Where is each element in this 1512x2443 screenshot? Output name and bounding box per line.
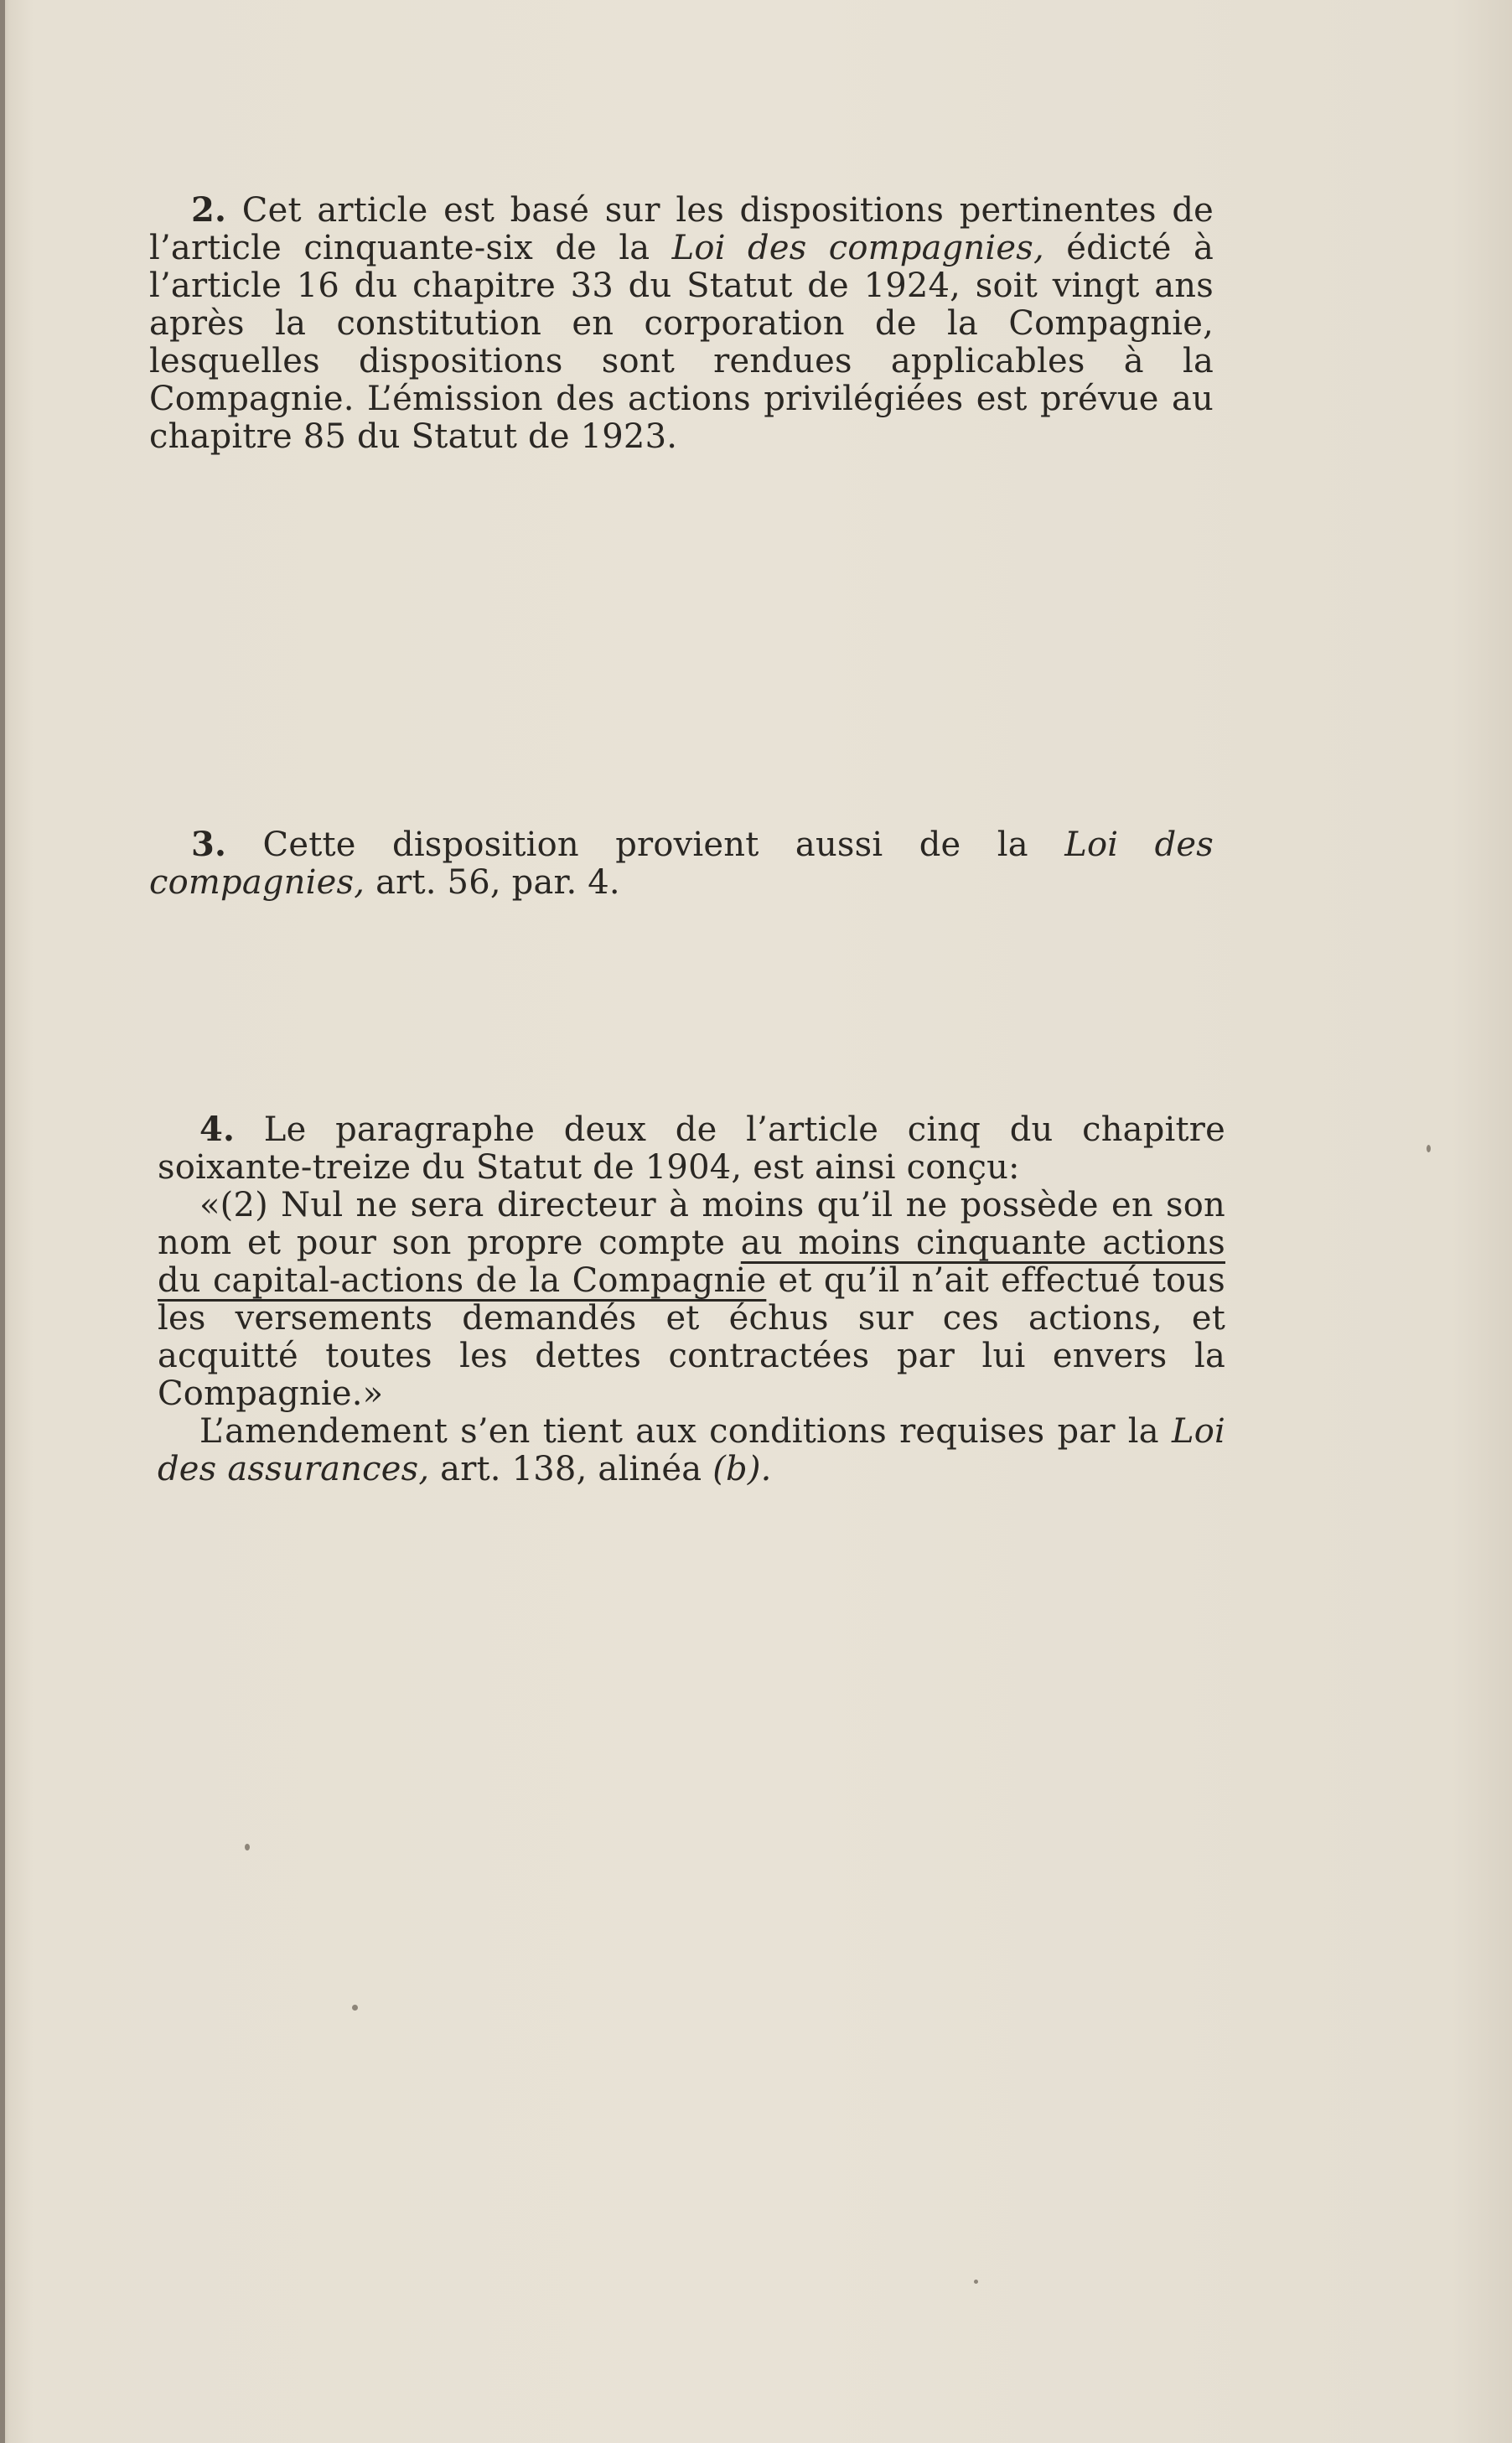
note-4-quote-underlined: au moins cinquante actions du capital-actions de la Compagnie [158, 1224, 1225, 1300]
note-3-italic: Loi des compagnies, [149, 826, 1214, 902]
note-4-amend-b: art. 138, alinéa [429, 1450, 713, 1488]
note-4 [158, 1110, 1225, 1488]
note-2-number: 2. [191, 190, 227, 230]
note-2-text-b: édicté à l’article 16 du chapitre 33 du Statut de 1924, soit vingt ans après la constitution en corporation de la Compagnie, lesquelles dispositions sont rendues applicables à la Compagnie. L’émission des actions privilégiées est prévue au chapitre 85 du Statut de 1923. [149, 229, 1214, 456]
note-4-intro [158, 1110, 1225, 1187]
note-3-paragraph [149, 826, 1214, 902]
note-3 [149, 826, 1214, 902]
note-4-quote-b: et qu’il n’ait effectué tous les versements demandés et échus sur ces actions, et acquitté toutes les dettes contractées par lui envers la Compagnie.» [158, 1261, 1225, 1413]
paper-speck [1427, 1145, 1431, 1152]
note-3-text-b: art. 56, par. 4. [365, 863, 620, 902]
note-4-amendment [158, 1413, 1225, 1488]
note-3-number: 3. [191, 825, 227, 864]
note-3-text-a: Cette disposition provient aussi de la [226, 826, 1065, 864]
paper-speck [245, 1844, 250, 1850]
paper-speck [974, 2280, 978, 2284]
note-4-number: 4. [199, 1110, 236, 1149]
note-4-amend-italic: Loi des assurances, [158, 1412, 1225, 1488]
note-4-intro-text: Le paragraphe deux de l’article cinq du chapitre soixante-treize du Statut de 1904, est ainsi conçu: [158, 1110, 1225, 1187]
note-2-text-a: Cet article est basé sur les dispositions pertinentes de l’article cinquante-six de la [149, 191, 1214, 267]
note-2 [149, 191, 1214, 456]
note-2-paragraph [149, 191, 1214, 456]
note-4-quote [158, 1187, 1225, 1413]
page-binding-edge [0, 0, 5, 2443]
note-2-italic: Loi des compagnies, [671, 229, 1044, 267]
note-4-amend-a: L’amendement s’en tient aux conditions requises par la [199, 1412, 1172, 1451]
paper-speck [352, 2005, 358, 2011]
note-4-amend-italic-2: (b). [712, 1450, 772, 1488]
note-4-quote-a: «(2) Nul ne sera directeur à moins qu’il ne possède en son nom et pour son propre compte [158, 1186, 1225, 1262]
